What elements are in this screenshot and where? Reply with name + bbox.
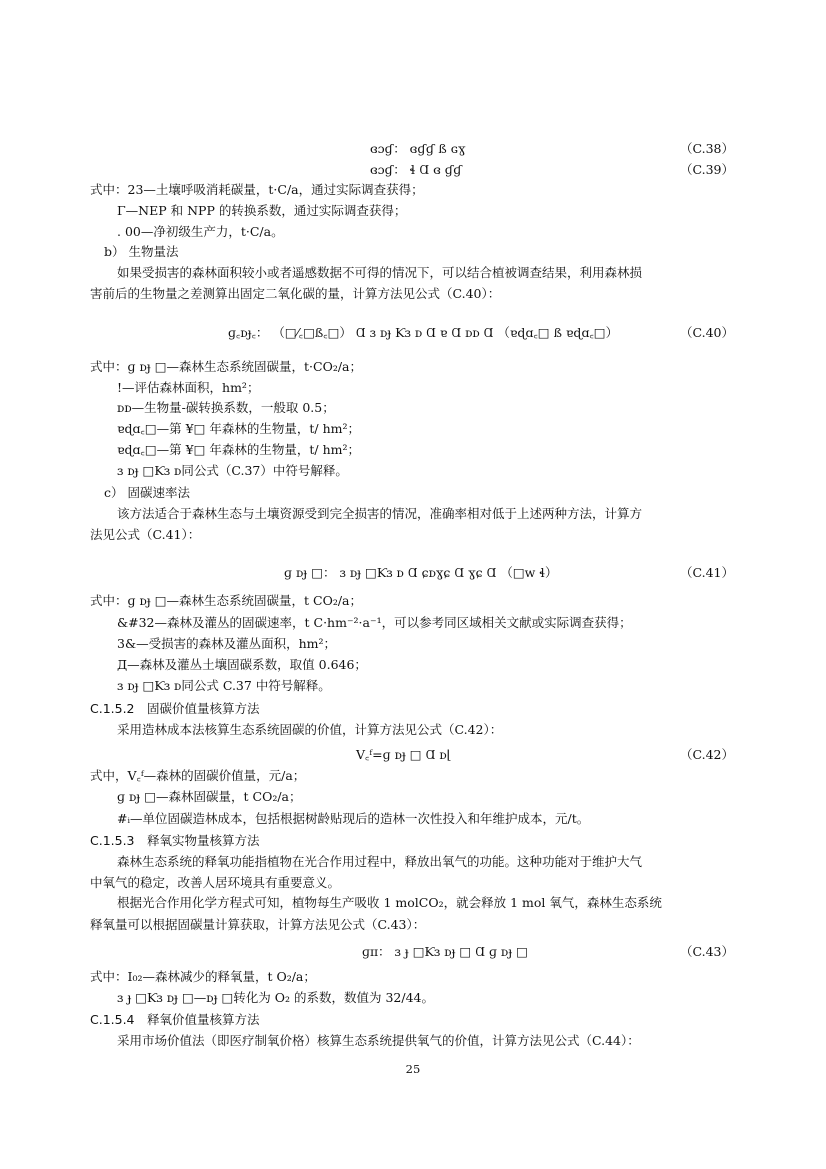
equation-c39: ɞɔɠ： ɬ Ɑ ɞ ɠɠ [370, 162, 462, 177]
section-heading: C.1.5.2 固碳价值量核算方法 [90, 701, 260, 716]
equation-c43: ɡɪɪ： ɜ ɟ □Ƙɜ ᴅɟ □ Ɑ ɡ ᴅɟ □ [362, 944, 528, 959]
text-line: #ᵢ—单位固碳造林成本，包括根据树龄贴现后的造林一次性投入和年维护成本，元/t。 [117, 811, 590, 826]
text-line: 式中，V꜀ᶠ—森林的固碳价值量，元/a； [90, 768, 306, 783]
text-line: Γ—NEP 和 NPP 的转换系数，通过实际调查获得； [117, 203, 407, 218]
paragraph-line: 森林生态系统的释氧功能指植物在光合作用过程中，释放出氧气的功能。这种功能对于维护大气 [117, 854, 643, 869]
equation-number: （C.40） [680, 325, 734, 340]
text-line: ɜ ɟ □Ƙɜ ᴅɟ □—ᴅɟ □转化为 O₂ 的系数，数值为 32/44。 [117, 990, 435, 1005]
paragraph-line: 采用市场价值法（即医疗制氧价格）核算生态系统提供氧气的价值，计算方法见公式（C.44）： [117, 1033, 640, 1048]
text-line: ᴅᴅ—生物量-碳转换系数，一般取 0.5； [117, 400, 335, 415]
page-number: 25 [405, 1062, 421, 1076]
text-line: 式中：23—土壤呼吸消耗碳量，t·C/a，通过实际调查获得； [90, 182, 424, 197]
equation-c42: V꜀ᶠ=ɡ ᴅɟ □ Ɑ ᴅ⌊ [356, 747, 452, 762]
text-line: 式中：ɡ ᴅɟ □—森林生态系统固碳量，t·CO₂/a； [90, 359, 362, 374]
equation-number: （C.41） [680, 565, 734, 580]
section-heading: C.1.5.4 释氧价值量核算方法 [90, 1012, 260, 1027]
text-line: ɜ ᴅɟ □Ƙɜ ᴅ同公式（C.37）中符号解释。 [117, 463, 348, 478]
paragraph-line: 如果受损害的森林面积较小或者遥感数据不可得的情况下，可以结合植被调查结果，利用森林损 [117, 265, 643, 280]
text-line: 3&—受损害的森林及灌丛面积，hm²； [117, 636, 336, 651]
text-line: &#32—森林及灌丛的固碳速率，t C·hm⁻²·a⁻¹，可以参考同区域相关文献或实际调查获得； [117, 615, 632, 630]
text-line: ɜ ᴅɟ □Ƙɜ ᴅ同公式 C.37 中符号解释。 [117, 678, 331, 693]
section-heading: C.1.5.3 释氧实物量核算方法 [90, 833, 260, 848]
equation-c41: ɡ ᴅɟ □： ɜ ᴅɟ □Ƙɜ ᴅ Ɑ ɕᴅɣɕ Ɑ ɣɕ Ɑ （□w ɬ） [284, 565, 558, 580]
paragraph-line: 法见公式（C.41）： [90, 527, 201, 542]
paragraph-line: 采用造林成本法核算生态系统固碳的价值，计算方法见公式（C.42）： [117, 722, 503, 737]
paragraph-line: 根据光合作用化学方程式可知，植物每生产吸收 1 molCO₂，就会释放 1 mol 氧气，森林生态系统 [117, 895, 662, 910]
paragraph-line: 释氧量可以根据固碳量计算获取，计算方法见公式（C.43）： [90, 917, 426, 932]
text-line: 式中：I₀₂—森林减少的释氧量，t O₂/a； [90, 969, 316, 984]
equation-number: （C.42） [680, 747, 734, 762]
equation-number: （C.43） [680, 944, 734, 959]
equation-c38: ɞɔɠ： ɞɠɠ ß ɢɣ [370, 141, 466, 156]
list-heading: c） 固碳速率法 [104, 485, 190, 500]
list-heading: b） 生物量法 [104, 244, 179, 259]
paragraph-line: 该方法适合于森林生态与土壤资源受到完全损害的情况，准确率相对低于上述两种方法，计算方 [117, 506, 643, 521]
equation-c40: ɡ꜀ᴅɟ꜀： （□⁄꜀□ß꜀□） Ɑ ɜ ᴅɟ Ƙɜ ᴅ Ɑ ɐ Ɑ ᴅᴅ Ɑ （ɐɖɑ꜀□ ß ɐɖɑ꜀□） [228, 325, 619, 340]
text-line: . 00—净初级生产力，t·C/a。 [117, 224, 284, 239]
text-line: ɐɖɑ꜀□—第 ¥□ 年森林的生物量，t/ hm²； [117, 442, 361, 457]
text-line: 式中：ɡ ᴅɟ □—森林生态系统固碳量，t CO₂/a； [90, 593, 362, 608]
equation-number: （C.39） [680, 162, 734, 177]
paragraph-line: 中氧气的稳定，改善人居环境具有重要意义。 [90, 875, 341, 890]
equation-number: （C.38） [680, 141, 734, 156]
text-line: ɐɖɑ꜀□—第 ¥□ 年森林的生物量，t/ hm²； [117, 421, 361, 436]
text-line: ɡ ᴅɟ □—森林固碳量，t CO₂/a； [117, 789, 302, 804]
text-line: Д—森林及灌丛土壤固碳系数，取值 0.646； [117, 657, 367, 672]
paragraph-line: 害前后的生物量之差测算出固定二氧化碳的量，计算方法见公式（C.40）： [90, 286, 501, 301]
text-line: !—评估森林面积，hm²； [117, 380, 260, 395]
